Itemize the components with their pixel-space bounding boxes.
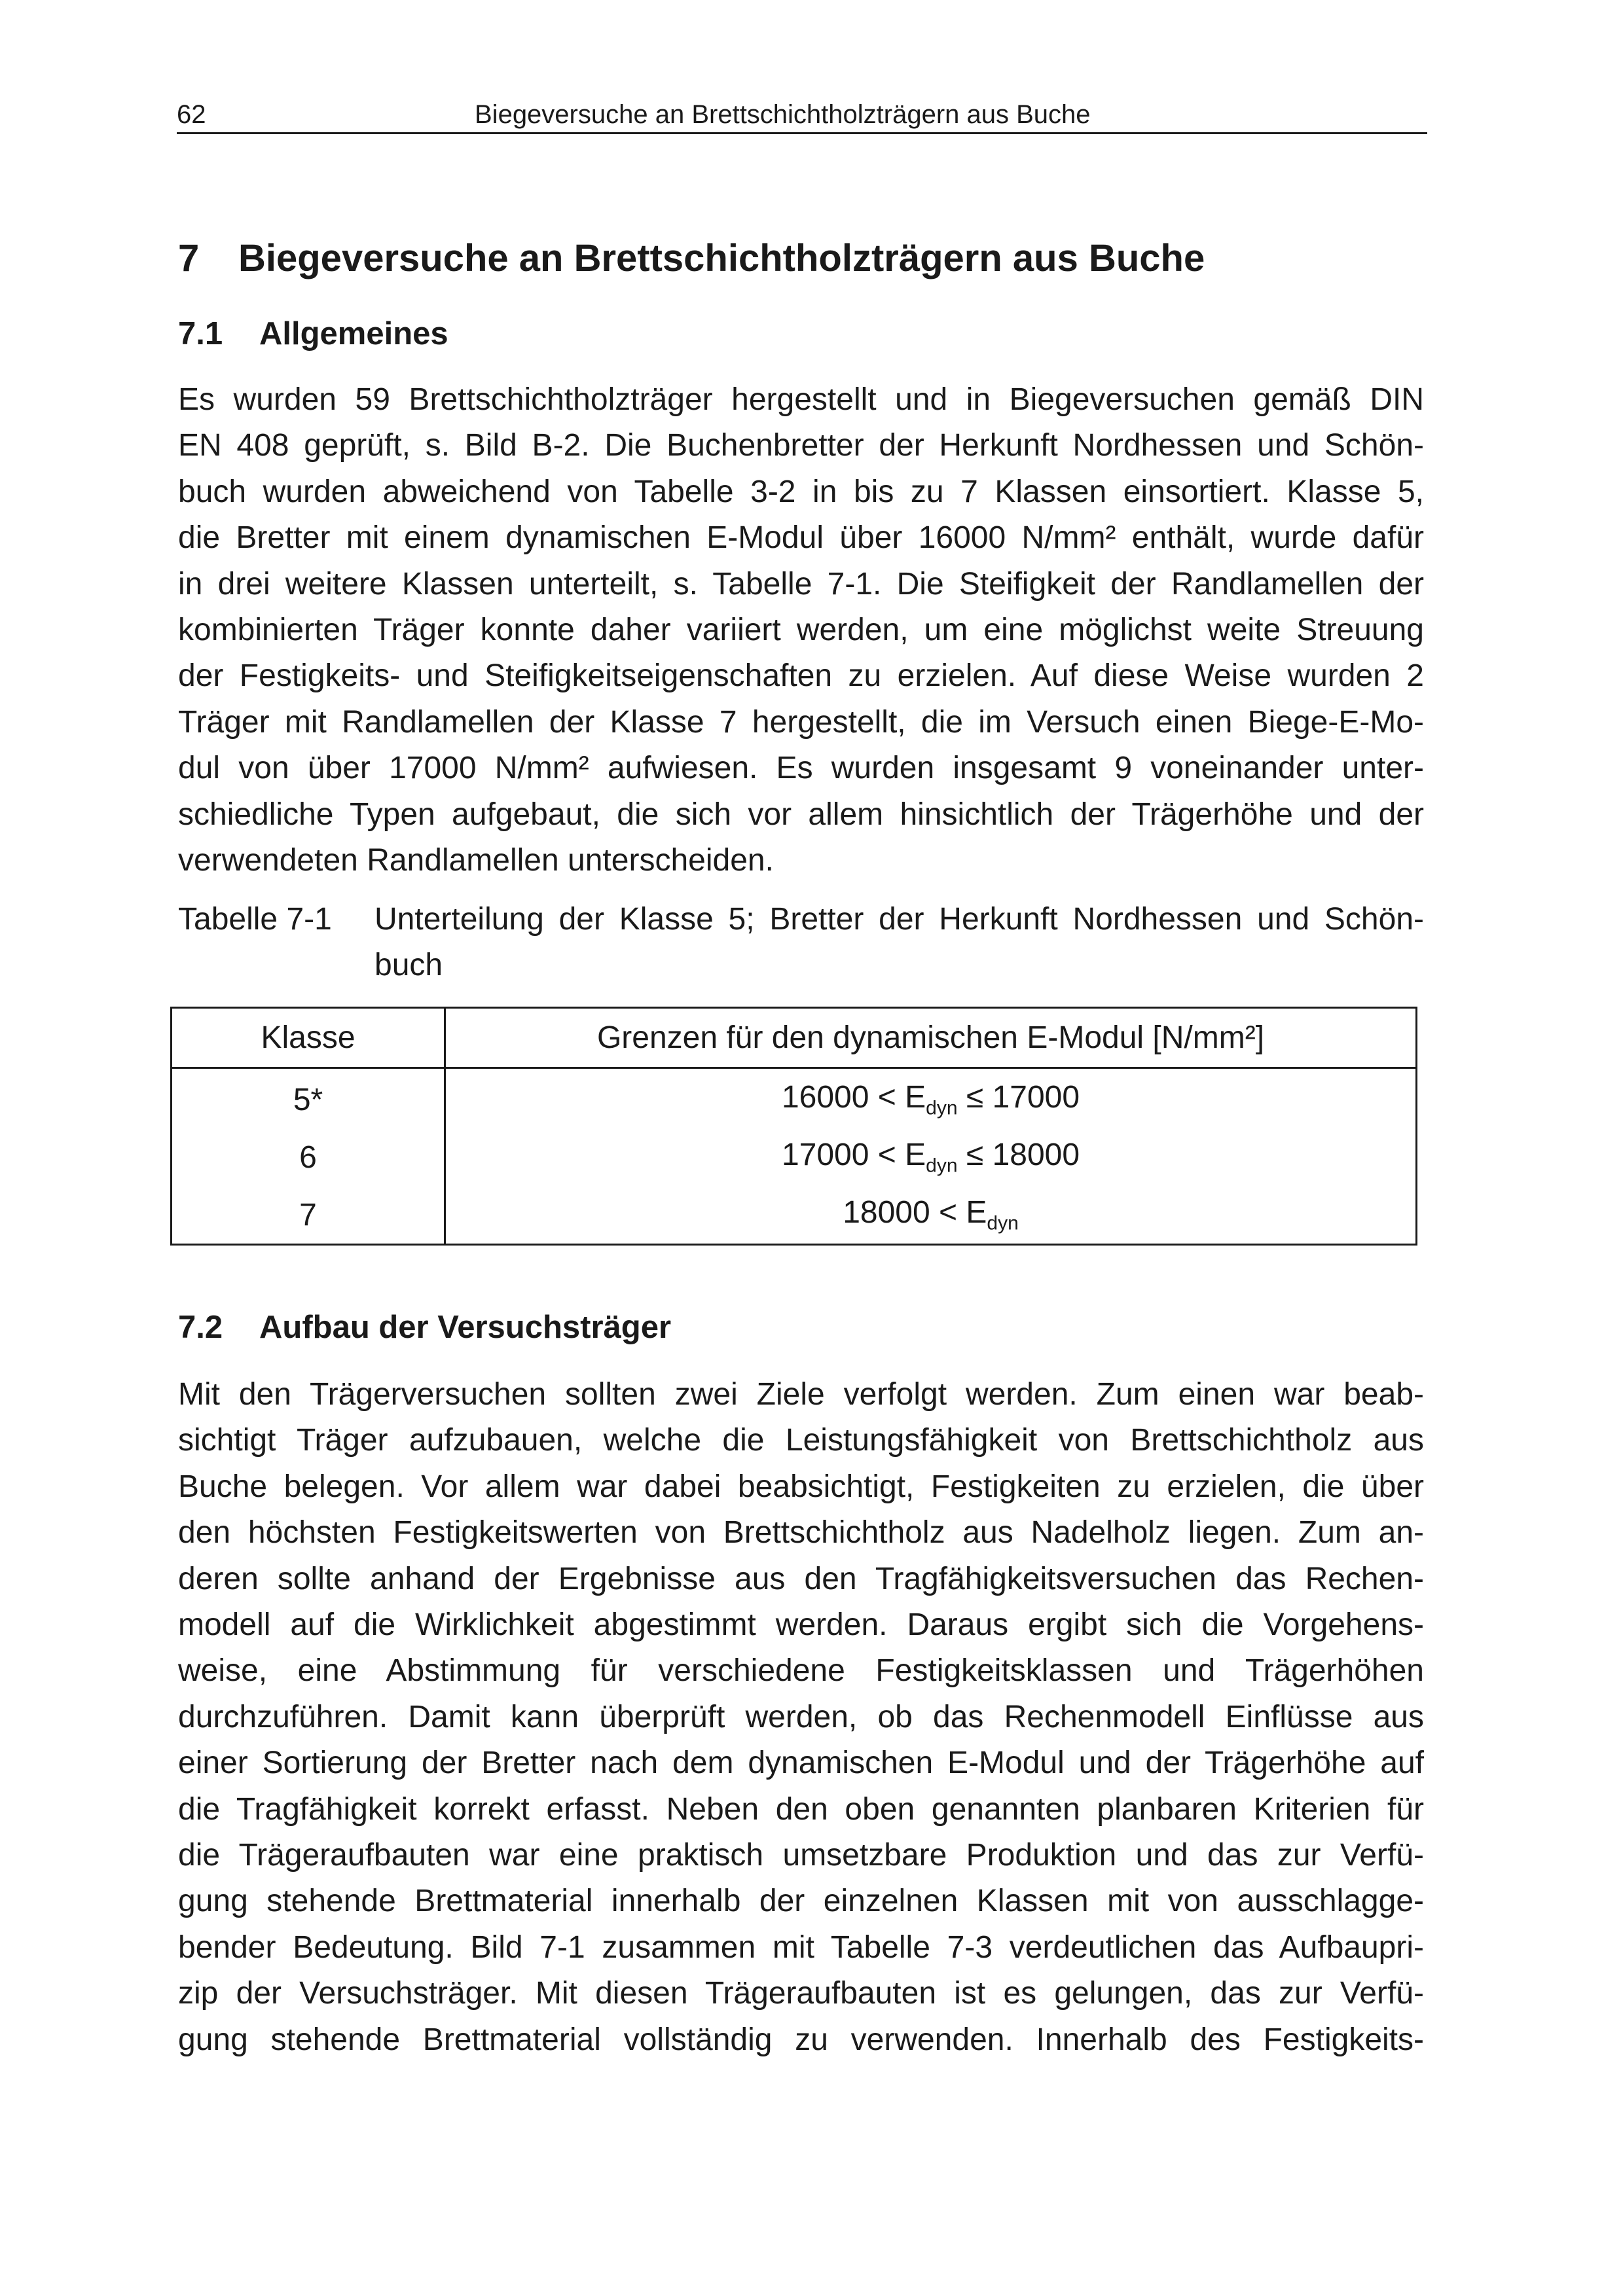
- table-caption-text: buch: [374, 948, 443, 982]
- cell-grenzen: $16000 < E_{dyn} \le 17000$: [445, 1068, 1417, 1129]
- paragraph-allgemeines: [178, 377, 1424, 884]
- section-number: 7.1: [178, 316, 223, 351]
- table-row: [172, 1068, 1417, 1129]
- text-line: bender Bedeutung. Bild 7-1 zusammen mit Tabelle 7-3 verdeutlichen das Aufbaupri-: [178, 1929, 1424, 1965]
- table-row: [172, 1128, 1417, 1186]
- table-header-row: [172, 1008, 1417, 1068]
- text-line: Buche belegen. Vor allem war dabei beabsichtigt, Festigkeiten zu erzielen, die über: [178, 1469, 1424, 1504]
- text-line: einer Sortierung der Bretter nach dem dynamischen E-Modul und der Trägerhöhe auf: [178, 1746, 1424, 1781]
- page-number: 62: [177, 100, 206, 129]
- section-title: Allgemeines: [259, 316, 448, 351]
- cell-klasse: 5*: [172, 1068, 445, 1129]
- text-line: modell auf die Wirklichkeit abgestimmt werden. Daraus ergibt sich die Vorgehens-: [178, 1607, 1424, 1643]
- paragraph-aufbau: [178, 1372, 1424, 2063]
- table-caption-label: Tabelle 7-1: [178, 902, 332, 937]
- text-line: sichtigt Träger aufzubauen, welche die Leistungsfähigkeit von Brettschichtholz aus: [178, 1423, 1424, 1458]
- text-line: schiedliche Typen aufgebaut, die sich vor allem hinsichtlich der Trägerhöhe und der: [178, 797, 1424, 832]
- section-heading-7-2: [178, 1308, 671, 1347]
- cell-grenzen: $18000 < E_{dyn}$: [445, 1186, 1417, 1245]
- cell-grenzen: $17000 < E_{dyn} \le 18000$: [445, 1128, 1417, 1186]
- text-line: die Trägeraufbauten war eine praktisch umsetzbare Produktion und das zur Verfü-: [178, 1838, 1424, 1873]
- text-line: durchzuführen. Damit kann überprüft werden, ob das Rechenmodell Einflüsse aus: [178, 1699, 1424, 1734]
- text-line: der Festigkeits- und Steifigkeitseigenschaften zu erzielen. Auf diese Weise wurden 2: [178, 658, 1424, 694]
- text-line: Es wurden 59 Brettschichtholzträger hergestellt und in Biegeversuchen gemäß DIN: [178, 382, 1424, 417]
- text-line: den höchsten Festigkeitswerten von Brettschichtholz aus Nadelholz liegen. Zum an-: [178, 1515, 1424, 1551]
- section-heading-7-1: [178, 314, 448, 353]
- section-title: Aufbau der Versuchsträger: [259, 1310, 672, 1345]
- text-line: die Tragfähigkeit korrekt erfasst. Neben den oben genannten planbaren Kriterien für: [178, 1791, 1424, 1827]
- text-line: Mit den Trägerversuchen sollten zwei Ziele verfolgt werden. Zum einen war beab-: [178, 1377, 1424, 1412]
- text-line: deren sollte anhand der Ergebnisse aus den Tragfähigkeitsversuchen das Rechen-: [178, 1561, 1424, 1596]
- section-number: 7.2: [178, 1310, 223, 1345]
- table-row: [172, 1186, 1417, 1245]
- text-line: gung stehende Brettmaterial innerhalb der einzelnen Klassen mit von ausschlagge-: [178, 1884, 1424, 1919]
- chapter-heading: [178, 236, 1205, 281]
- text-line: kombinierten Träger konnte daher variiert werden, um eine möglichst weite Streuung: [178, 613, 1424, 648]
- chapter-title: Biegeversuche an Brettschichtholzträgern aus Buche: [238, 237, 1205, 279]
- text-line: verwendeten Randlamellen unterscheiden.: [178, 843, 774, 878]
- text-line: die Bretter mit einem dynamischen E-Modul über 16000 N/mm² enthält, wurde dafür: [178, 520, 1424, 556]
- column-header-klasse: Klasse: [172, 1008, 445, 1068]
- text-line: gung stehende Brettmaterial vollständig zu verwenden. Innerhalb des Festigkeits-: [178, 2022, 1424, 2057]
- cell-klasse: 7: [172, 1186, 445, 1245]
- text-line: in drei weitere Klassen unterteilt, s. Tabelle 7-1. Die Steifigkeit der Randlamellen der: [178, 566, 1424, 601]
- text-line: buch wurden abweichend von Tabelle 3-2 in bis zu 7 Klassen einsortiert. Klasse 5,: [178, 474, 1424, 509]
- text-line: weise, eine Abstimmung für verschiedene Festigkeitsklassen und Trägerhöhen: [178, 1653, 1424, 1689]
- text-line: zip der Versuchsträger. Mit diesen Trägeraufbauten ist es gelungen, das zur Verfü-: [178, 1976, 1424, 2011]
- column-header-grenzen: Grenzen für den dynamischen E-Modul [N/mm²]: [445, 1008, 1417, 1068]
- text-line: Träger mit Randlamellen der Klasse 7 hergestellt, die im Versuch einen Biege-E-Mo-: [178, 704, 1424, 740]
- table-caption-text: Unterteilung der Klasse 5; Bretter der Herkunft Nordhessen und Schön-: [374, 902, 1424, 937]
- chapter-number: 7: [178, 237, 200, 279]
- cell-klasse: 6: [172, 1128, 445, 1186]
- text-line: EN 408 geprüft, s. Bild B-2. Die Buchenbretter der Herkunft Nordhessen und Schön-: [178, 428, 1424, 463]
- classification-table: [170, 1007, 1417, 1246]
- running-title: Biegeversuche an Brettschichtholzträgern aus Buche: [475, 100, 1091, 129]
- text-line: dul von über 17000 N/mm² aufwiesen. Es wurden insgesamt 9 voneinander unter-: [178, 751, 1424, 786]
- running-header: [177, 97, 1427, 134]
